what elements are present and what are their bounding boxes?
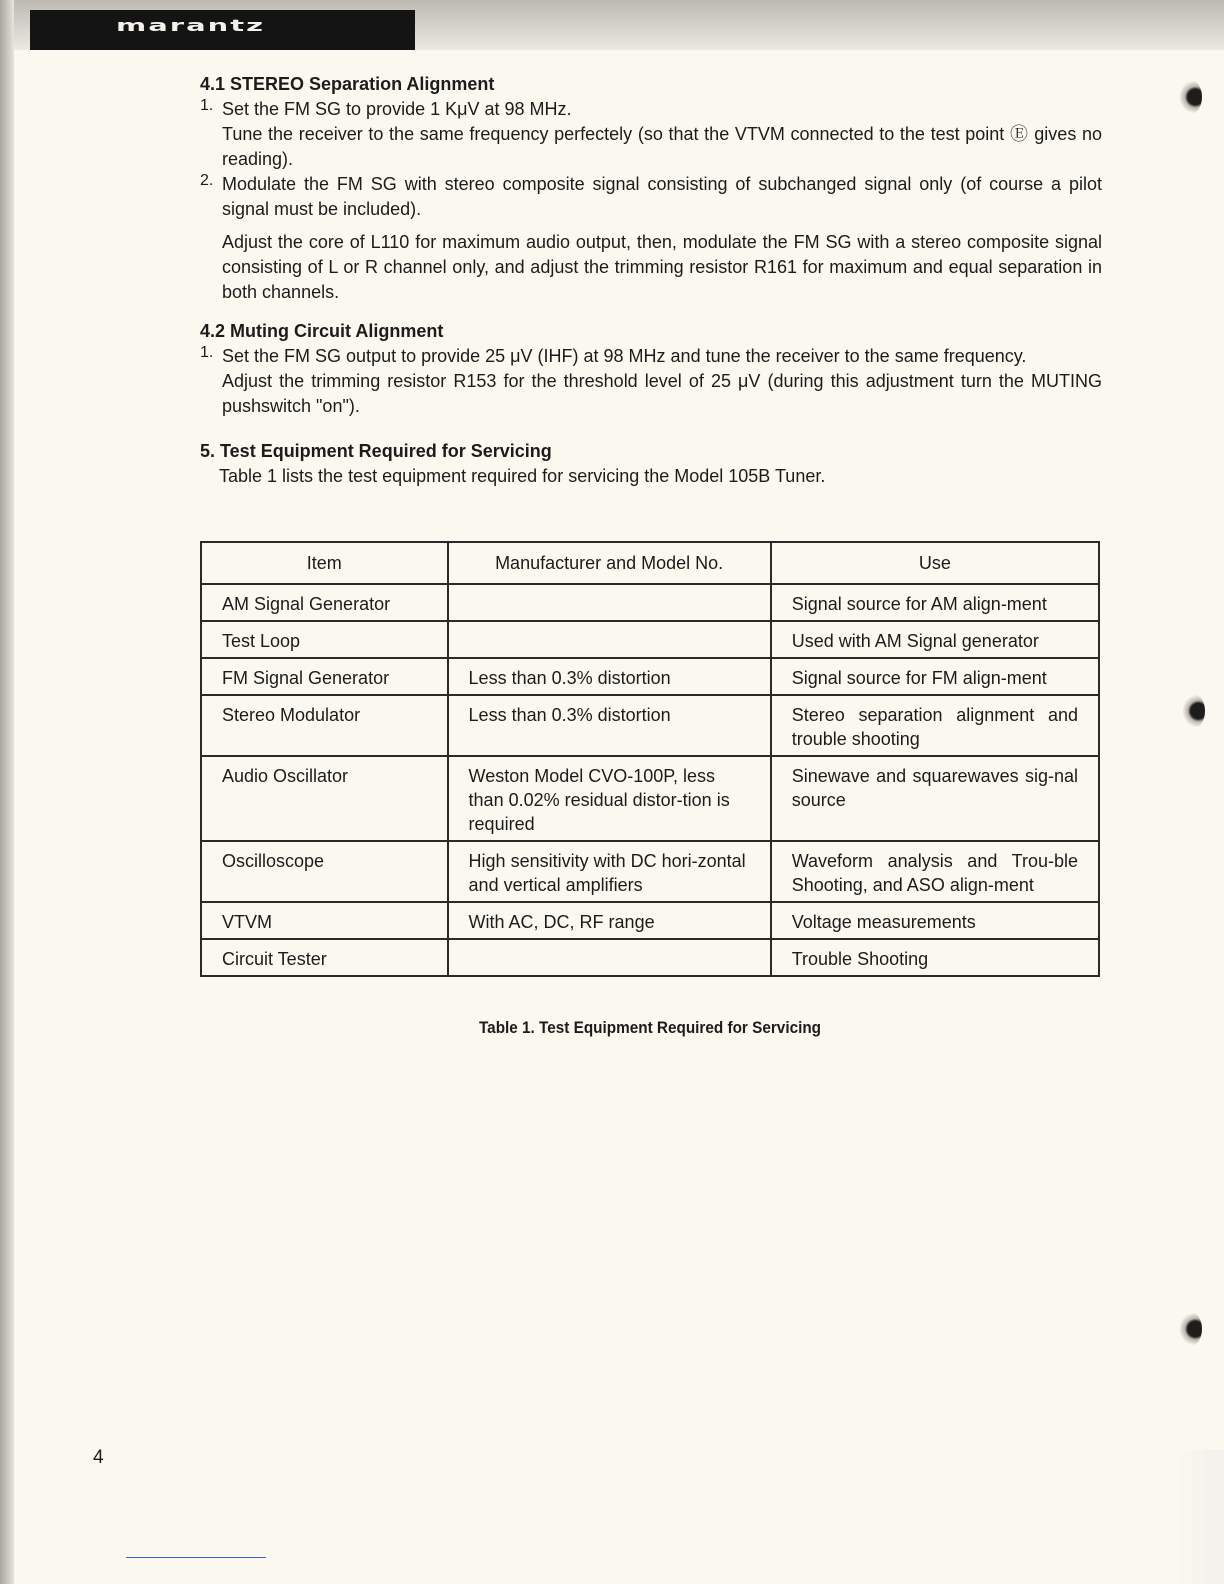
step-text: Modulate the FM SG with stereo composite signal consisting of subchanged signal only (of course a pilot signal must be included).	[222, 174, 1102, 219]
table-cell: Waveform analysis and Trou-ble Shooting, and ASO align-ment	[771, 841, 1099, 902]
step-continuation: Adjust the core of L110 for maximum audio output, then, modulate the FM SG with a stereo composite signal consisting of L or R channel only, and adjust the trimming resistor R161 for maximum and equal separation in both channels.	[222, 232, 1102, 302]
list-item: 1. Set the FM SG output to provide 25 μV (IHF) at 98 MHz and tune the receiver to the same frequency. Adjust the trimming resistor R153 for the threshold level of 25 μV (during this adjustment turn the MUTING pushswitch "on").	[200, 344, 1102, 419]
column-header: Manufacturer and Model No.	[448, 542, 771, 584]
table-cell: Signal source for AM align-ment	[771, 584, 1099, 621]
list-item: 2. Modulate the FM SG with stereo composite signal consisting of subchanged signal only (of course a pilot signal must be included). Adjust the core of L110 for maximum audio output, then, modulate the FM SG with a stereo composite signal consisting of L or R channel only, and adjust the trimming resistor R161 for maximum and equal separation in both channels.	[200, 172, 1102, 305]
table-row	[201, 621, 1099, 658]
column-header: Use	[771, 542, 1099, 584]
table-cell: Audio Oscillator	[201, 756, 448, 841]
step-continuation: Tune the receiver to the same frequency perfectely (so that the VTVM connected to the test point Ⓔ gives no reading).	[222, 124, 1102, 169]
table-cell: High sensitivity with DC hori-zontal and vertical amplifiers	[448, 841, 771, 902]
table-cell: Weston Model CVO-100P, less than 0.02% residual distor-tion is required	[448, 756, 771, 841]
section-heading-4-2: 4.2 Muting Circuit Alignment	[200, 321, 444, 341]
binder-hole-icon	[1183, 694, 1205, 728]
list-item: 1. Set the FM SG to provide 1 KμV at 98 MHz. Tune the receiver to the same frequency perfectely (so that the VTVM connected to the test point Ⓔ gives no reading).	[200, 97, 1102, 172]
footer-rule	[126, 1557, 266, 1558]
table-cell	[448, 939, 771, 976]
table-cell	[448, 584, 771, 621]
table-cell	[448, 621, 771, 658]
table-cell: Trouble Shooting	[771, 939, 1099, 976]
table-caption: Table 1. Test Equipment Required for Servicing	[478, 1018, 822, 1037]
table-row	[201, 902, 1099, 939]
section-intro: Table 1 lists the test equipment required for servicing the Model 105B Tuner.	[219, 466, 826, 486]
table-row	[201, 658, 1099, 695]
section-heading-4-1: 4.1 STEREO Separation Alignment	[200, 74, 495, 94]
step-continuation: Adjust the trimming resistor R153 for the threshold level of 25 μV (during this adjustment turn the MUTING pushswitch "on").	[222, 371, 1102, 416]
binder-hole-icon	[1180, 1312, 1202, 1346]
step-text: Set the FM SG output to provide 25 μV (IHF) at 98 MHz and tune the receiver to the same frequency.	[222, 346, 1027, 366]
table-cell: Test Loop	[201, 621, 448, 658]
section-heading-5: 5. Test Equipment Required for Servicing	[200, 441, 552, 461]
table-cell: Signal source for FM align-ment	[771, 658, 1099, 695]
table-row	[201, 584, 1099, 621]
brand-logo: marantz	[116, 16, 266, 35]
table-row	[201, 841, 1099, 902]
table-row	[201, 695, 1099, 756]
brand-logo-bar	[30, 10, 415, 50]
table-cell: With AC, DC, RF range	[448, 902, 771, 939]
page-binding-edge	[0, 0, 14, 1584]
table-row	[201, 939, 1099, 976]
table-cell: Less than 0.3% distortion	[448, 658, 771, 695]
table-cell: Stereo separation alignment and trouble shooting	[771, 695, 1099, 756]
table-cell: VTVM	[201, 902, 448, 939]
table-cell: Used with AM Signal generator	[771, 621, 1099, 658]
table-cell: FM Signal Generator	[201, 658, 448, 695]
table-cell: Stereo Modulator	[201, 695, 448, 756]
page-edge	[1176, 1450, 1224, 1584]
table-cell: Sinewave and squarewaves sig-nal source	[771, 756, 1099, 841]
equipment-table	[200, 541, 1100, 977]
page-number: 4	[93, 1447, 104, 1468]
step-text: Set the FM SG to provide 1 KμV at 98 MHz.	[222, 99, 572, 119]
table-cell: Oscilloscope	[201, 841, 448, 902]
table-header-row	[201, 542, 1099, 584]
table-row	[201, 756, 1099, 841]
main-content	[200, 72, 1102, 489]
table-cell: Less than 0.3% distortion	[448, 695, 771, 756]
table-cell: Circuit Tester	[201, 939, 448, 976]
column-header: Item	[201, 542, 448, 584]
binder-hole-icon	[1180, 80, 1202, 114]
table-cell: AM Signal Generator	[201, 584, 448, 621]
table-cell: Voltage measurements	[771, 902, 1099, 939]
